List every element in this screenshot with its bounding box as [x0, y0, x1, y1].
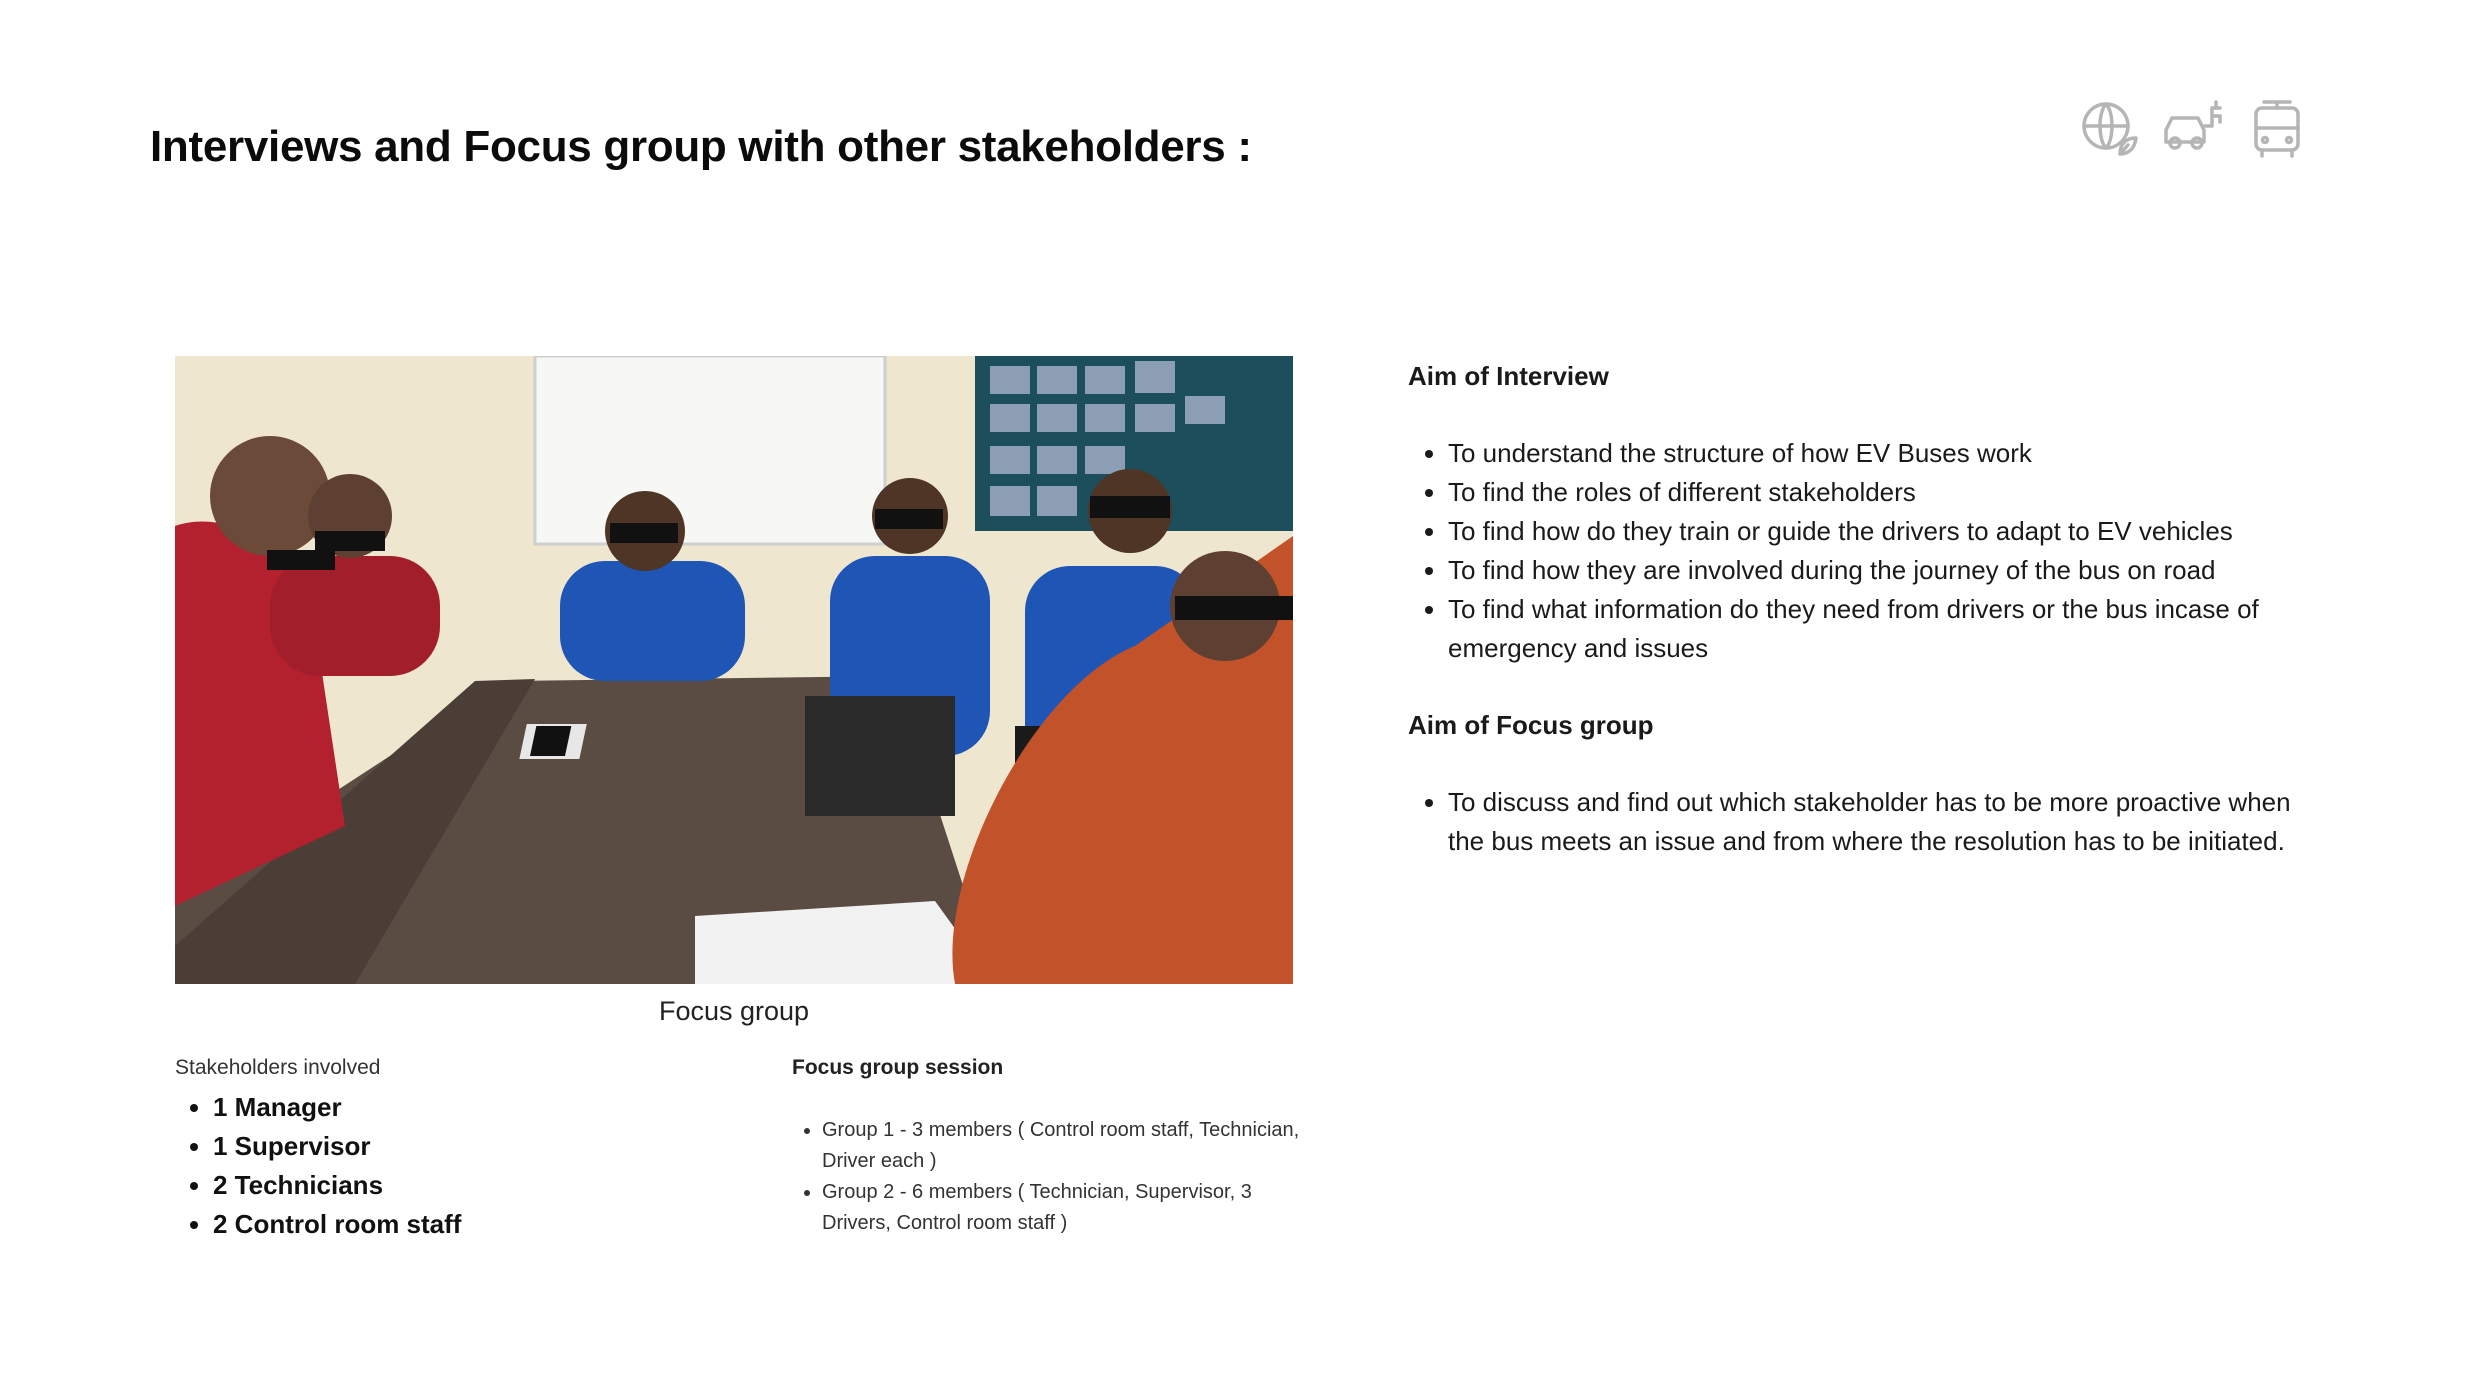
- session-list: [800, 1115, 1322, 1239]
- list-item: • To find how do they train or guide the drivers to adapt to EV vehicles: [1448, 512, 2308, 551]
- aims-panel: [1408, 358, 2308, 861]
- focus-aims-list: [1408, 783, 2308, 861]
- bus-icon: [2244, 96, 2310, 162]
- stakeholders-list: [185, 1088, 461, 1244]
- list-item: • 2 Technicians: [213, 1166, 461, 1205]
- globe-leaf-icon: [2076, 96, 2142, 162]
- list-item: • To discuss and find out which stakeholder has to be more proactive when the bus meets an issue and from where the resolution has to be initiated.: [1448, 783, 2308, 861]
- list-item: • To find how they are involved during the journey of the bus on road: [1448, 551, 2308, 590]
- interview-heading: Aim of Interview: [1408, 361, 1609, 391]
- stakeholders-heading: Stakeholders involved: [175, 1056, 381, 1079]
- list-item: • Group 1 - 3 members ( Control room staff, Technician, Driver each ): [822, 1115, 1322, 1177]
- list-item: • To find the roles of different stakeholders: [1448, 473, 2308, 512]
- ev-car-icon: [2160, 96, 2226, 162]
- interview-aims-list: [1408, 434, 2308, 668]
- photo-caption: Focus group: [658, 996, 810, 1026]
- list-item: • 2 Control room staff: [213, 1205, 461, 1244]
- list-item: • 1 Manager: [213, 1088, 461, 1127]
- focus-heading: Aim of Focus group: [1408, 710, 1654, 740]
- list-item: • To understand the structure of how EV Buses work: [1448, 434, 2308, 473]
- page-title: Interviews and Focus group with other stakeholders :: [150, 122, 1252, 171]
- session-heading: Focus group session: [792, 1056, 1004, 1079]
- list-item: • To find what information do they need from drivers or the bus incase of emergency and issues: [1448, 590, 2308, 668]
- focus-group-photo: [175, 356, 1293, 984]
- list-item: • 1 Supervisor: [213, 1127, 461, 1166]
- list-item: • Group 2 - 6 members ( Technician, Supervisor, 3 Drivers, Control room staff ): [822, 1177, 1322, 1239]
- header-icons: [2076, 96, 2310, 162]
